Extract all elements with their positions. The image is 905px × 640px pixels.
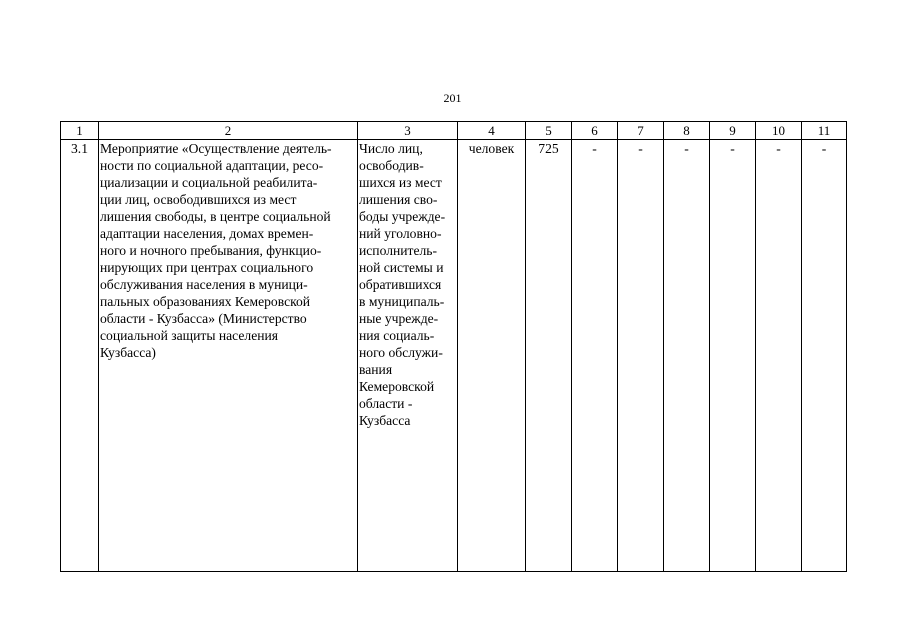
column-header: 5	[526, 122, 572, 140]
value-cell: -	[710, 140, 756, 572]
event-description-cell: Мероприятие «Осуществление деятель- ности по социальной адаптации, ресо- циализации и социальной реабилита- ции лиц, освободившихся из мест лишения свободы, в центре социальной адаптации населения, домах времен- ного и ночного пребывания, функцио- нирующих при центрах социального обслуживания населения в муници- пальных образованиях Кемеровской области - Кузбасса» (Министерство социальной защиты населения Кузбасса)	[99, 140, 358, 572]
value-cell: -	[572, 140, 618, 572]
column-header: 9	[710, 122, 756, 140]
unit-cell: человек	[458, 140, 526, 572]
value-cell: -	[664, 140, 710, 572]
value-cell: -	[756, 140, 802, 572]
column-header: 2	[99, 122, 358, 140]
value-cell: -	[802, 140, 847, 572]
column-header: 4	[458, 122, 526, 140]
value-cell: 725	[526, 140, 572, 572]
table-row	[61, 140, 847, 572]
indicator-name-cell: Число лиц, освободив- шихся из мест лишения сво- боды учрежде- ний уголовно- исполнитель- ной системы и обратившихся в муниципаль- ные учрежде- ния социаль- ного обслужи- вания Кемеровской области - Кузбасса	[358, 140, 458, 572]
table-header-row	[61, 122, 847, 140]
column-header: 6	[572, 122, 618, 140]
column-header: 11	[802, 122, 847, 140]
column-header: 1	[61, 122, 99, 140]
column-header: 3	[358, 122, 458, 140]
row-number-cell: 3.1	[61, 140, 99, 572]
column-header: 10	[756, 122, 802, 140]
value-cell: -	[618, 140, 664, 572]
page-number: 201	[443, 91, 462, 105]
column-header: 8	[664, 122, 710, 140]
program-table	[60, 121, 847, 572]
column-header: 7	[618, 122, 664, 140]
